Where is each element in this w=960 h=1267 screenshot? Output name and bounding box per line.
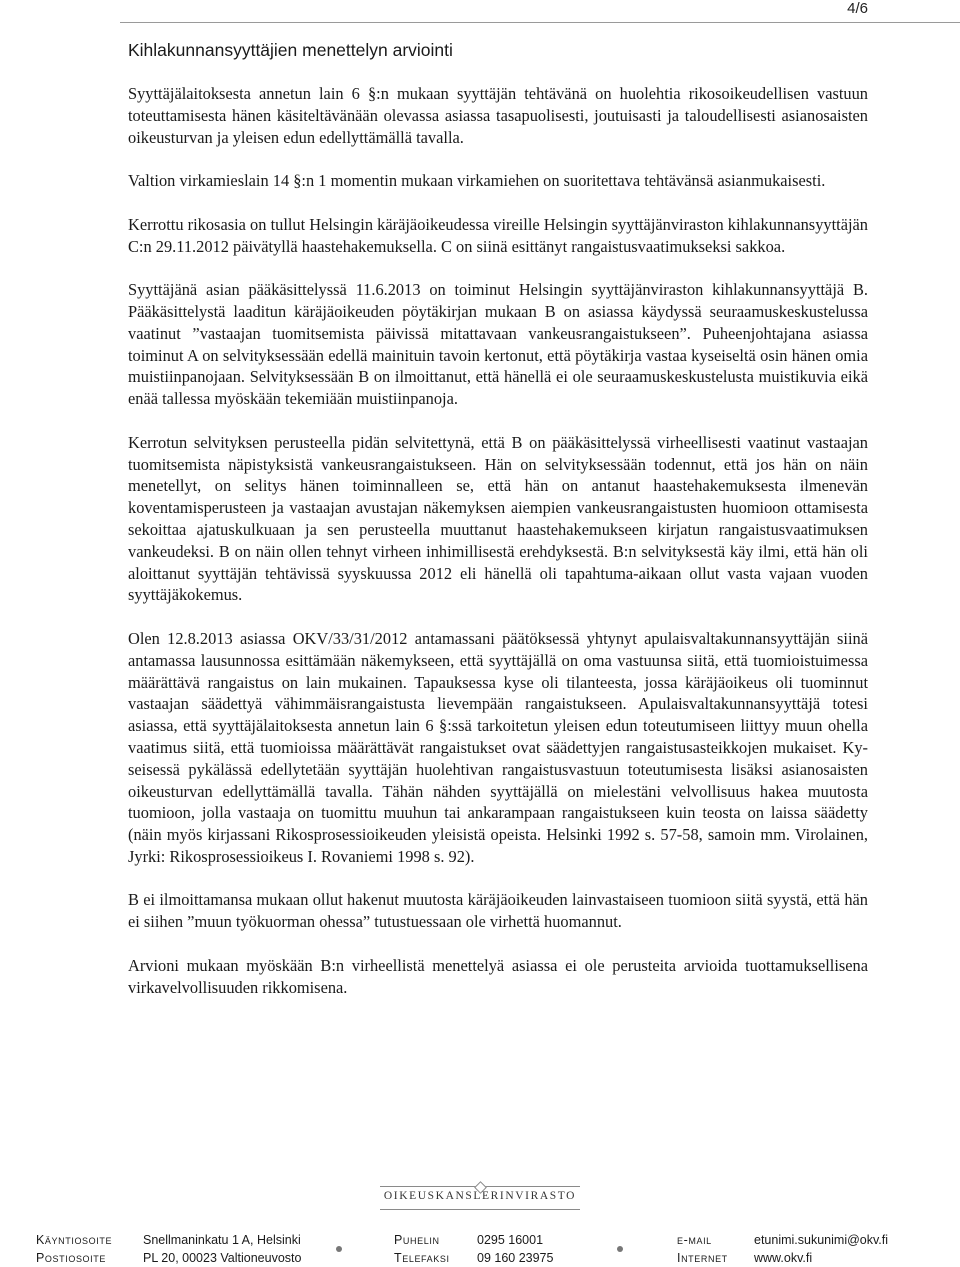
header-rule [120,22,960,23]
logo-bottom-rule [380,1209,580,1210]
paragraph-8: Arvioni mukaan myöskään B:n virheellistä menettelyä asiassa ei ole perusteita arvioida tuottamuksellisena virkavelvollisuuden rikkomisena. [128,955,868,997]
postal-address: PL 20, 00023 Valtioneuvosto [143,1251,302,1265]
paragraph-7: B ei ilmoittamansa mukaan ollut hakenut muutosta käräjäoikeuden lainvastaiseen tuomioon siitä syystä, että hän ei siihen ”muun työkuorman ohessa” tutustuessaan ole virhettä huomannut. [128,890,868,932]
okv-logo [380,1186,580,1210]
internet-label: Internet [677,1251,728,1265]
page-footer [0,1227,960,1267]
section-heading: Kihlakunnansyyttäjien menettelyn arviointi [128,40,453,60]
logo-wordmark: OIKEUSKANSLERINVIRASTO [383,1190,577,1202]
paragraph-4: Syyttäjänä asian pääkäsittelyssä 11.6.2013 on toiminut Helsingin syyttäjänviraston kihlakunnansyyttäjä B. Pääkäsittelystä laaditun käräjäoikeuden pöytäkirjan mukaan B on asiassa käydyssä seuraamuskeskustelussa vaatinut ”vastaajan tuomitsemista päivissä mitattavaan vankeusrangaistukseen”. Puheenjohtajana asiassa toiminut A on selvityksessään edellä mainituin tavoin kertonut, että pöytäkirja vastaa kyseiseltä osin hänen omia muistiinpanojaan. Selvityksessään B on ilmoittanut, että hänellä ei ole seuraamuskeskustelusta muistikuvia eikä enää tallessa myöskään tekemiään muistiinpanoja. [128,280,868,409]
paragraph-2: Valtion virkamieslain 14 §:n 1 momentin mukaan virkamiehen on suoritettava tehtävänsä asianmukaisesti. [128,171,826,191]
visiting-address: Snellmaninkatu 1 A, Helsinki [143,1233,301,1247]
paragraph-3: Kerrottu rikosasia on tullut Helsingin käräjäoikeudessa vireille Helsingin syyttäjänviraston kihlakunnansyyttäjän C:n 29.11.2012 päivätyllä haastehakemuksella. C on siinä esittänyt rangaistusvaatimukseksi sakkoa. [128,214,868,256]
phone-number: 0295 16001 [477,1233,544,1247]
paragraph-5: Kerrotun selvityksen perusteella pidän selvitettynä, että B on pääkäsittelyssä virheellisesti vaatinut vastaajan tuomitsemista näpistyksistä vankeusrangaistukseen. Hän on selvityksessään todennut, että jos hän on näin menetellyt, on selitys hänen toiminnalleen se, että hän on antanut haastehakemuksesta ilmenevän koventamisperusteen ja vastaajan avustajan näkemyksen aiempien vankeusrangaistusten huomioon ottamisesta sekoittaa ajatuskulkuaan ja sen perusteella muuttanut haastehakemukseen kirjatun rangaistusvaatimuksen vankeudeksi. B on näin ollen tehnyt virheen inhimillisestä erehdyksestä. B:n selvityksestä käy ilmi, että hän oli aloittanut syyttäjän tehtävissä syyskuussa 2012 eli hänellä oli tapahtuma-aikaan ollut vasta vajaan vuoden syyttäjäkokemus. [128,432,868,605]
email-address[interactable]: etunimi.sukunimi@okv.fi [754,1233,889,1247]
page-number: 4/6 [847,0,868,17]
footer-separator-dot-icon [617,1246,623,1252]
website-link[interactable]: www.okv.fi [754,1251,813,1265]
footer-separator-dot-icon [336,1246,342,1252]
fax-label: Telefaksi [394,1251,450,1265]
paragraph-6: Olen 12.8.2013 asiassa OKV/33/31/2012 antamassani päätöksessä yhtynyt apulaisvaltakunnansyyttäjän siinä antamassa lausunnossa esittämään näkemykseen, että syyttäjällä on oma vastuunsa siitä, että tuomioistuimessa määrättävä rangaistus on lain mukainen. Tapauksessa kyse oli tilanteesta, jossa käräjäoikeus oli tuominnut vastaajan säädettyä vähimmäisrangaistusta lievempään rangaistukseen. Apulaisvaltakunnansyyttäjä totesi asiassa, että syyttäjälaitoksesta annetun lain 6 §:ssä tarkoitetun yleisen edun toteutumiseen liittyy muun ohella vaatimus siitä, että tuomioissa määrättävät rangaistukset ovat säädettyjen rangaistusasteikkojen mukaiset. Kyseisessä pykälässä edellytetään syyttäjän huolehtivan rangaistusvastuun toteutumisesta lisäksi asianosaisten oikeusturvan edellyttämällä tavalla. Tähän nähden syyttäjällä on mielestäni velvollisuus hakea muutosta tuomioon, jolla vastaaja on tuomittu muuhun tai ankarampaan rangaistukseen kuin teosta on laissa säädetty (näin myös kirjassani Rikosprosessioikeuden yleisistä opeista. Helsinki 1992 s. 57-58, samoin mm. Virolainen, Jyrki: Rikosprosessioikeus I. Rovaniemi 1998 s. 92). [128,628,868,866]
document-body [128,83,868,1020]
paragraph-1: Syyttäjälaitoksesta annetun lain 6 §:n mukaan syyttäjän tehtävänä on huolehtia rikosoikeudellisen vastuun toteuttamisesta hänen käsiteltävänään olevassa asiassa tasapuolisesti, joutuisasti ja taloudellisesti asianosaisten oikeusturvan ja yleisen edun edellyttämällä tavalla. [128,84,868,147]
phone-label: Puhelin [394,1233,440,1247]
postal-address-label: Postiosoite [36,1251,106,1265]
fax-number: 09 160 23975 [477,1251,554,1265]
visiting-address-label: Käyntiosoite [36,1233,113,1247]
email-label: e-mail [677,1233,712,1247]
